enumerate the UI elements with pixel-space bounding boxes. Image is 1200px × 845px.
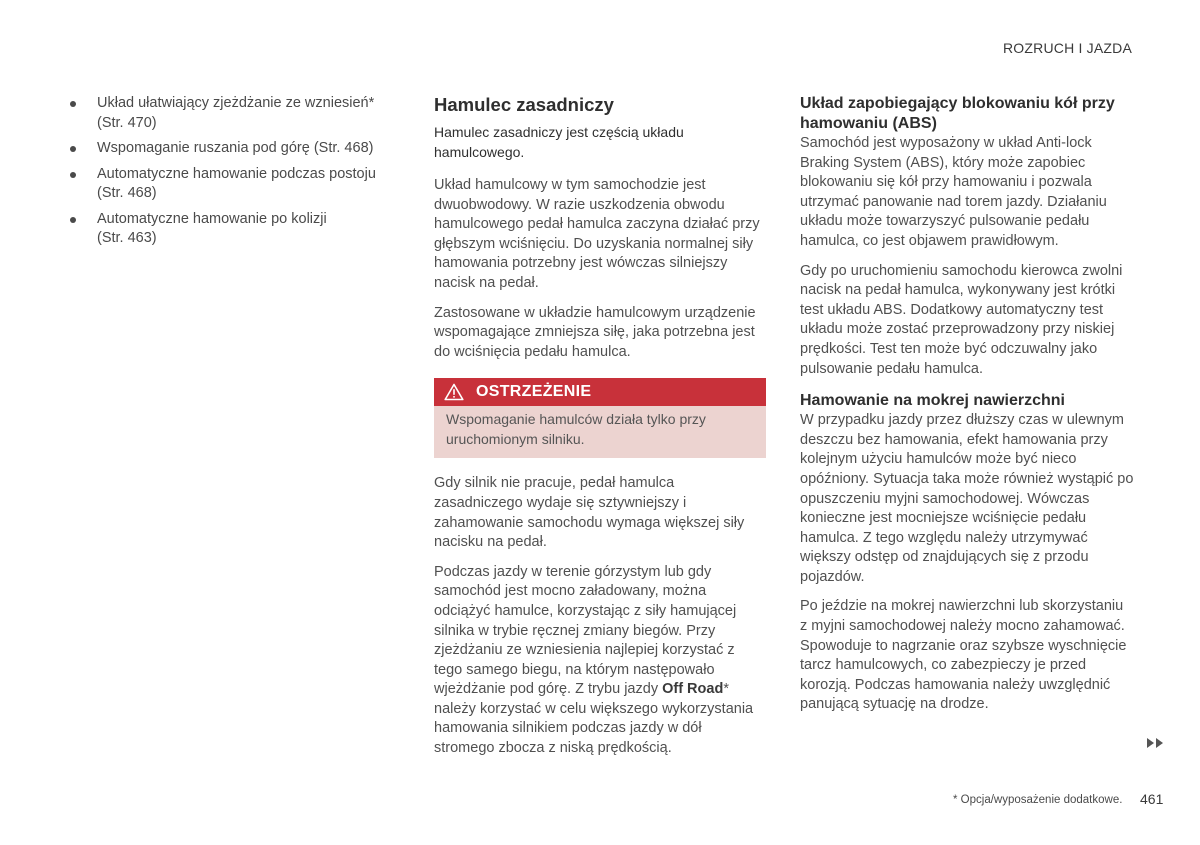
paragraph-text: * należy korzystać w celu większego wykorzystania hamowania silnikiem podczas jazdy w dół stromego zbocza z niską prędkością. bbox=[434, 681, 754, 757]
paragraph: Po jeździe na mokrej nawierzchni lub skorzystaniu z myjni samochodowej należy mocno zahamować. Spowoduje to nagrzanie oraz szybsze wyschnięcie tarcz hamulcowych, co zabezpieczy je przed korozją. Podczas hamowania należy uwzględnić panującą sytuację na drodze. bbox=[800, 598, 1127, 713]
related-topics-list bbox=[68, 94, 388, 249]
bullet-icon bbox=[70, 217, 76, 223]
paragraph: Gdy po uruchomieniu samochodu kierowca zwolni nacisk na pedał hamulca, wykonywany jest krótki test układu ABS. Dodatkowy automatyczny test układu może zostać przeprowadzony przy niskiej prędkości. Test ten może być odczuwalny jako pulsowanie pedału hamulca. bbox=[800, 262, 1123, 377]
list-item[interactable] bbox=[68, 165, 388, 204]
footnote: * Opcja/wyposażenie dodatkowe. bbox=[953, 794, 1123, 806]
paragraph bbox=[434, 563, 766, 759]
warning-text: Wspomaganie hamulców działa tylko przy uruchomionym silniku. bbox=[434, 406, 766, 458]
warning-header bbox=[434, 378, 766, 406]
page-reference-link[interactable]: (Str. 468) bbox=[97, 185, 157, 201]
paragraph: W przypadku jazdy przez dłuższy czas w ulewnym deszczu bez hamowania, efekt hamowania przy kolejnym użyciu hamulców może być nieco opóźniony. Sytuacja taka może również wystąpić po opuszczeniu myjni samochodowej. Wówczas konieczne jest mocniejsze wciśnięcie pedału hamulca. Z tego względu należy utrzymywać większy odstęp od znajdujących się z przodu pojazdów. bbox=[800, 412, 1134, 585]
right-column bbox=[800, 94, 1134, 725]
list-item-text: Układ ułatwiający zjeżdżanie ze wzniesień* bbox=[97, 95, 375, 111]
section-lead: Hamulec zasadniczy jest częścią układu hamulcowego. bbox=[434, 124, 684, 160]
page-reference-link[interactable]: (Str. 470) bbox=[97, 114, 157, 131]
warning-label: OSTRZEŻENIE bbox=[476, 383, 592, 401]
warning-triangle-icon bbox=[444, 383, 464, 401]
list-item[interactable] bbox=[68, 94, 388, 133]
paragraph: Układ hamulcowy w tym samochodzie jest dwuobwodowy. W razie uszkodzenia obwodu hamulcowego pedał hamulca zaczyna działać przy głębszym wciśnięciu. Do uzyskania normalnej siły hamowania potrzebny jest wówczas silniejszy nacisk na pedał. bbox=[434, 177, 760, 291]
page-number: 461 bbox=[1140, 791, 1164, 807]
middle-column bbox=[434, 94, 766, 769]
double-arrow-right-icon[interactable] bbox=[1146, 736, 1166, 754]
left-column bbox=[68, 94, 388, 255]
section-header: ROZRUCH I JAZDA bbox=[1003, 40, 1132, 56]
list-item-text: Automatyczne hamowanie po kolizji bbox=[97, 210, 327, 227]
list-item[interactable] bbox=[68, 210, 388, 249]
warning-box bbox=[434, 378, 766, 458]
paragraph: Zastosowane w układzie hamulcowym urządzenie wspomagające zmniejsza siłę, jaka potrzebna jest do wciśnięcia pedału hamulca. bbox=[434, 304, 756, 360]
abs-section-title: Układ zapobiegający blokowaniu kół przy hamowaniu (ABS) bbox=[800, 95, 1115, 132]
drive-mode-name: Off Road bbox=[662, 681, 724, 698]
page-reference-link[interactable]: (Str. 463) bbox=[97, 230, 157, 246]
paragraph-text: Podczas jazdy w terenie górzystym lub gdy samochód jest mocno załadowany, można odciążyć hamulce, korzystając z siły hamującej silnika w trybie ręcznej zmiany biegów. Przy zjeżdżaniu ze wzniesienia najlepiej korzystać z tego samego biegu, na którym następowało wjeżdżanie pod górę. Z trybu jazdy bbox=[434, 563, 737, 698]
wet-braking-section-title: Hamowanie na mokrej nawierzchni bbox=[800, 392, 1065, 410]
paragraph: Gdy silnik nie pracuje, pedał hamulca zasadniczego wydaje się sztywniejszy i zahamowanie samochodu wymaga większej siły nacisku na pedał. bbox=[434, 475, 745, 551]
paragraph: Samochód jest wyposażony w układ Anti-lock Braking System (ABS), który może zapobiec blokowaniu się kół przy hamowaniu i pozwala utrzymać panowanie nad torem jazdy. Działaniu układu może towarzyszyć pulsowanie pedału hamulca, co jest objawem prawidłowym. bbox=[800, 135, 1107, 249]
list-item-text: Wspomaganie ruszania pod górę (Str. 468) bbox=[97, 140, 374, 156]
list-item-text: Automatyczne hamowanie podczas postoju bbox=[97, 165, 376, 182]
section-title: Hamulec zasadniczy bbox=[434, 94, 614, 115]
bullet-icon bbox=[70, 101, 76, 107]
bullet-icon bbox=[70, 172, 76, 178]
bullet-icon bbox=[70, 146, 76, 152]
list-item[interactable] bbox=[68, 139, 388, 159]
